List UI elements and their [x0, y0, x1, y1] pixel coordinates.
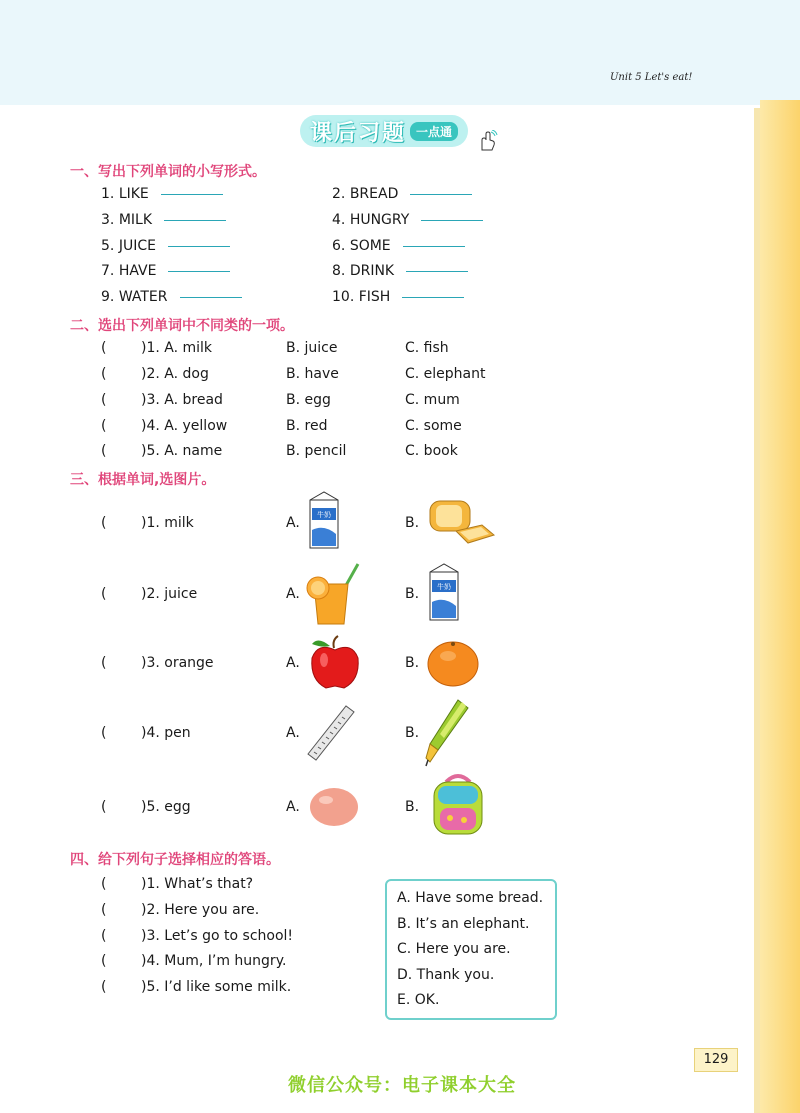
- bread-icon[interactable]: [426, 495, 496, 547]
- s3-option-b-label: B.: [405, 586, 420, 602]
- item-number: 9.: [101, 289, 115, 305]
- s1-item-3: [101, 212, 226, 228]
- s1-item-1: [101, 186, 223, 202]
- s4-question-1: )1. What’s that?: [141, 876, 254, 892]
- answer-blank[interactable]: [164, 220, 226, 221]
- item-word: WATER: [118, 289, 168, 305]
- item-word: MILK: [118, 212, 153, 228]
- s4-question-4: )4. Mum, I’m hungry.: [141, 953, 287, 969]
- answer-paren[interactable]: (: [101, 953, 107, 969]
- s4-question-3: )3. Let’s go to school!: [141, 928, 294, 944]
- s1-item-9: [101, 289, 242, 305]
- section2-title: 二、选出下列单词中不同类的一项。: [70, 318, 294, 334]
- answer-option-c: C. Here you are.: [397, 941, 511, 957]
- s3-option-a-label: A.: [286, 799, 300, 815]
- pen-icon[interactable]: [424, 698, 472, 768]
- page-edge: [760, 100, 800, 1113]
- answer-paren[interactable]: (: [101, 799, 107, 815]
- exercise-title-badge: [300, 115, 468, 147]
- option-c: C. some: [405, 418, 462, 434]
- answer-paren[interactable]: (: [101, 586, 107, 602]
- item-number: 6.: [332, 238, 346, 254]
- svg-text:牛奶: 牛奶: [317, 511, 331, 519]
- item-word: JUICE: [118, 238, 156, 254]
- answer-paren[interactable]: (: [101, 515, 107, 531]
- item-word: LIKE: [118, 186, 149, 202]
- answer-paren[interactable]: (: [101, 902, 107, 918]
- ruler-icon[interactable]: [306, 702, 356, 764]
- item-number: 2.: [332, 186, 346, 202]
- answer-option-e: E. OK.: [397, 992, 440, 1008]
- answer-blank[interactable]: [406, 271, 468, 272]
- option-c: C. book: [405, 443, 458, 459]
- question-number-option-a: )2. A. dog: [141, 366, 209, 382]
- s1-item-6: [332, 238, 465, 254]
- answer-blank[interactable]: [168, 271, 230, 272]
- s3-question-1: )1. milk: [141, 515, 194, 531]
- s1-item-2: [332, 186, 472, 202]
- s3-option-a-label: A.: [286, 586, 300, 602]
- question-number-option-a: )5. A. name: [141, 443, 223, 459]
- pointing-hand-icon: [476, 130, 498, 152]
- answer-blank[interactable]: [410, 194, 472, 195]
- item-word: SOME: [349, 238, 391, 254]
- s3-option-a-label: A.: [286, 515, 300, 531]
- item-number: 8.: [332, 263, 346, 279]
- milk-carton-icon[interactable]: [306, 490, 342, 552]
- answer-paren[interactable]: (: [101, 928, 107, 944]
- s3-question-4: )4. pen: [141, 725, 191, 741]
- s3-option-b-label: B.: [405, 725, 420, 741]
- s4-question-5: )5. I’d like some milk.: [141, 979, 292, 995]
- s3-option-a-label: A.: [286, 725, 300, 741]
- answer-paren[interactable]: (: [101, 392, 107, 408]
- section4-title: 四、给下列句子选择相应的答语。: [70, 852, 280, 868]
- s4-question-2: )2. Here you are.: [141, 902, 260, 918]
- answer-paren[interactable]: (: [101, 443, 107, 459]
- answer-paren[interactable]: (: [101, 655, 107, 671]
- answer-blank[interactable]: [402, 297, 464, 298]
- option-b: B. juice: [286, 340, 338, 356]
- option-b: B. egg: [286, 392, 331, 408]
- s3-question-2: )2. juice: [141, 586, 198, 602]
- milk-carton-icon[interactable]: [426, 562, 462, 624]
- s3-option-b-label: B.: [405, 799, 420, 815]
- option-b: B. pencil: [286, 443, 347, 459]
- option-c: C. elephant: [405, 366, 486, 382]
- answer-blank[interactable]: [161, 194, 223, 195]
- item-number: 3.: [101, 212, 115, 228]
- item-word: DRINK: [349, 263, 395, 279]
- answer-paren[interactable]: (: [101, 418, 107, 434]
- option-c: C. fish: [405, 340, 449, 356]
- answer-paren[interactable]: (: [101, 979, 107, 995]
- item-number: 1.: [101, 186, 115, 202]
- egg-icon[interactable]: [308, 786, 360, 828]
- item-word: HAVE: [118, 263, 157, 279]
- answer-options-box: [385, 879, 557, 1020]
- question-number-option-a: )3. A. bread: [141, 392, 223, 408]
- answer-blank[interactable]: [421, 220, 483, 221]
- s3-option-b-label: B.: [405, 655, 420, 671]
- answer-paren[interactable]: (: [101, 366, 107, 382]
- question-number-option-a: )4. A. yellow: [141, 418, 228, 434]
- answer-option-d: D. Thank you.: [397, 967, 495, 983]
- orange-icon[interactable]: [426, 638, 480, 688]
- answer-blank[interactable]: [168, 246, 230, 247]
- s1-item-10: [332, 289, 464, 305]
- exercise-title: 课后习题: [310, 120, 407, 146]
- s3-option-b-label: B.: [405, 515, 420, 531]
- item-number: 4.: [332, 212, 346, 228]
- page-paper: [0, 105, 756, 1113]
- item-word: HUNGRY: [349, 212, 410, 228]
- answer-paren[interactable]: (: [101, 725, 107, 741]
- exercise-subtitle: 一点通: [410, 122, 458, 141]
- answer-option-a: A. Have some bread.: [397, 890, 544, 906]
- s1-item-8: [332, 263, 468, 279]
- answer-blank[interactable]: [180, 297, 242, 298]
- option-c: C. mum: [405, 392, 460, 408]
- running-header: Unit 5 Let's eat!: [610, 72, 693, 83]
- s3-question-5: )5. egg: [141, 799, 191, 815]
- schoolbag-icon[interactable]: [424, 772, 492, 838]
- item-number: 5.: [101, 238, 115, 254]
- section3-title: 三、根据单词,选图片。: [70, 472, 216, 488]
- item-word: FISH: [358, 289, 391, 305]
- footer-watermark: 微信公众号：电子课本大全: [288, 1075, 516, 1096]
- answer-paren[interactable]: (: [101, 340, 107, 356]
- apple-icon[interactable]: [308, 634, 362, 690]
- svg-text:牛奶: 牛奶: [437, 583, 451, 591]
- section1-title: 一、写出下列单词的小写形式。: [70, 164, 266, 180]
- answer-option-b: B. It’s an elephant.: [397, 916, 530, 932]
- item-word: BREAD: [349, 186, 399, 202]
- option-b: B. red: [286, 418, 328, 434]
- option-b: B. have: [286, 366, 339, 382]
- s3-option-a-label: A.: [286, 655, 300, 671]
- s3-question-3: )3. orange: [141, 655, 214, 671]
- s1-item-7: [101, 263, 230, 279]
- top-band: [0, 0, 800, 105]
- s1-item-4: [332, 212, 483, 228]
- page-number: 129: [694, 1048, 738, 1072]
- s1-item-5: [101, 238, 230, 254]
- juice-glass-icon[interactable]: [306, 560, 362, 626]
- item-number: 7.: [101, 263, 115, 279]
- answer-paren[interactable]: (: [101, 876, 107, 892]
- item-number: 10.: [332, 289, 355, 305]
- answer-blank[interactable]: [403, 246, 465, 247]
- question-number-option-a: )1. A. milk: [141, 340, 213, 356]
